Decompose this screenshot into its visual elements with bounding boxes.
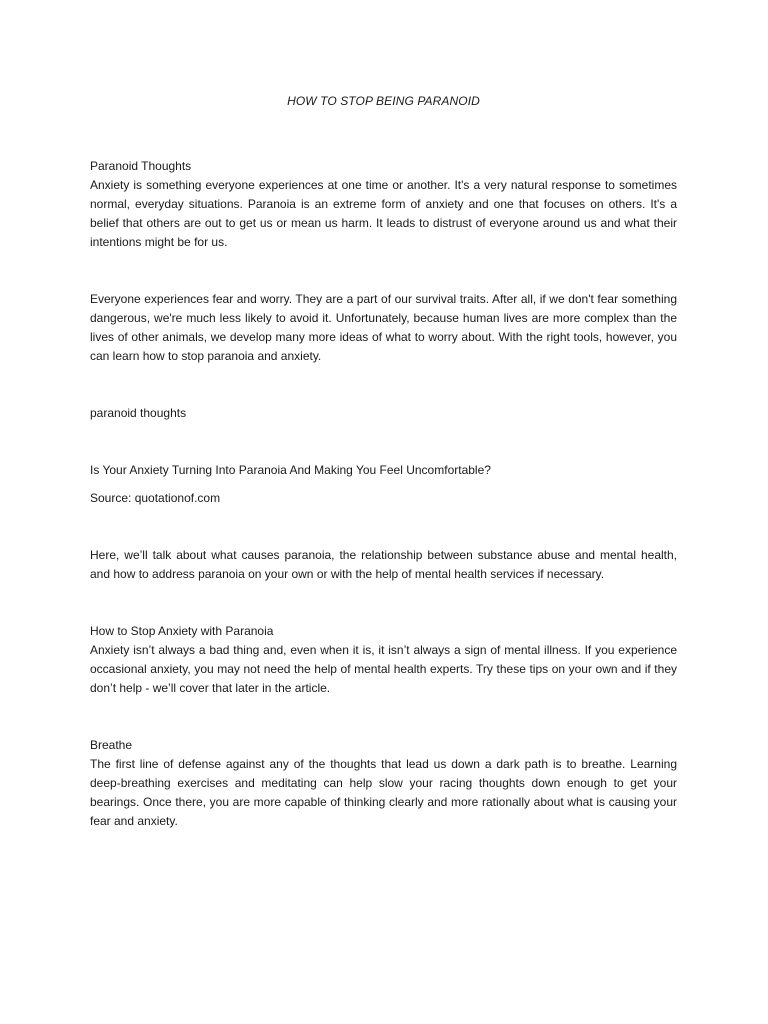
paragraph-overview: Here, we’ll talk about what causes paranoia, the relationship between substance abuse and mental health, and how to address paranoia on your own or with the help of mental health services if necessary.: [90, 548, 677, 581]
section-heading-stop-anxiety: How to Stop Anxiety with Paranoia: [90, 624, 274, 638]
document-title: HOW TO STOP BEING PARANOID: [287, 94, 480, 108]
source-line: Source: quotationof.com: [90, 491, 221, 505]
section-heading-paranoid-thoughts: Paranoid Thoughts: [90, 159, 192, 173]
paragraph-anxiety-tips: Anxiety isn’t always a bad thing and, even when it is, it isn’t always a sign of mental illness. If you experience occasional anxiety, you may not need the help of mental health experts. Try these tips on your own and if they don’t help - we’ll cover that later in the article.: [90, 643, 677, 695]
image-caption-paranoid-thoughts: paranoid thoughts: [90, 406, 187, 420]
paragraph-breathe: The first line of defense against any of the thoughts that lead us down a dark path is to breathe. Learning deep-breathing exercises and meditating can help slow your racing thoughts down enough to get your bearings. Once there, you are more capable of thinking clearly and more rationally about what is causing your fear and anxiety.: [90, 757, 677, 828]
paragraph-fear-worry: Everyone experiences fear and worry. They are a part of our survival traits. After all, if we don't fear something dangerous, we're much less likely to avoid it. Unfortunately, because human lives are more complex than the lives of other animals, we develop many more ideas of what to worry about. With the right tools, however, you can learn how to stop paranoia and anxiety.: [90, 292, 677, 363]
image-caption-anxiety-question: Is Your Anxiety Turning Into Paranoia And Making You Feel Uncomfortable?: [90, 463, 491, 477]
paragraph-intro: Anxiety is something everyone experiences at one time or another. It's a very natural response to sometimes normal, everyday situations. Paranoia is an extreme form of anxiety and one that focuses on others. It's a belief that others are out to get us or mean us harm. It leads to distrust of everyone around us and what their intentions might be for us.: [90, 178, 677, 249]
section-heading-breathe: Breathe: [90, 738, 133, 752]
